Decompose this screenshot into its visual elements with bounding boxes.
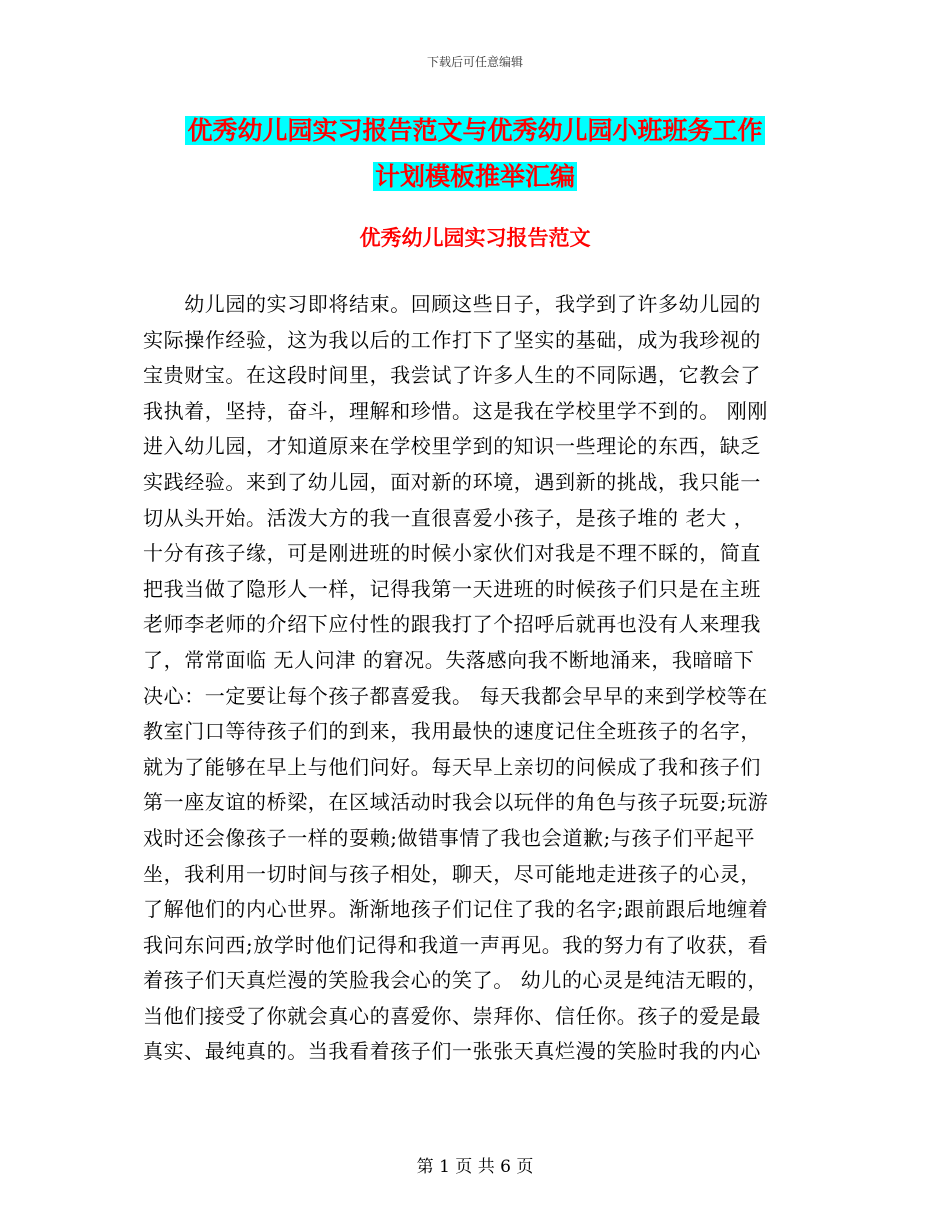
body-line: 老师李老师的介绍下应付性的跟我打了个招呼后就再也没有人来理我 bbox=[143, 612, 761, 637]
body-line: 教室门口等待孩子们的到来，我用最快的速度记住全班孩子的名字， bbox=[143, 719, 761, 744]
body-line: 宝贵财宝。在这段时间里，我尝试了许多人生的不同际遇，它教会了 bbox=[143, 363, 761, 388]
section-heading: 优秀幼儿园实习报告范文 bbox=[359, 225, 591, 250]
body-line: 了，常常面临 无人问津 的窘况。失落感向我不断地涌来，我暗暗下 bbox=[143, 647, 755, 672]
body-line: 坐，我利用一切时间与孩子相处，聊天，尽可能地走进孩子的心灵， bbox=[143, 861, 761, 886]
body-line: 戏时还会像孩子一样的耍赖;做错事情了我也会道歉;与孩子们平起平 bbox=[143, 825, 756, 850]
body-line: 了解他们的内心世界。渐渐地孩子们记住了我的名字;跟前跟后地缠着 bbox=[143, 897, 769, 922]
body-line: 我问东问西;放学时他们记得和我道一声再见。我的努力有了收获，看 bbox=[143, 932, 769, 957]
body-line: 第一座友谊的桥梁，在区域活动时我会以玩伴的角色与孩子玩耍;玩游 bbox=[143, 790, 769, 815]
body-line: 把我当做了隐形人一样，记得我第一天进班的时候孩子们只是在主班 bbox=[143, 576, 761, 601]
page-footer: 第 1 页 共 6 页 bbox=[416, 1157, 534, 1177]
body-line: 切从头开始。活泼大方的我一直很喜爱小孩子，是孩子堆的 老大 ， bbox=[143, 505, 755, 530]
title-line-2: 计划模板推举汇编 bbox=[374, 162, 575, 191]
body-line: 幼儿园的实习即将结束。回顾这些日子，我学到了许多幼儿园的 bbox=[143, 292, 761, 316]
title-line-1: 优秀幼儿园实习报告范文与优秀幼儿园小班班务工作 bbox=[187, 116, 763, 145]
body-line: 我执着，坚持，奋斗，理解和珍惜。这是我在学校里学不到的。 刚刚 bbox=[143, 398, 768, 423]
body-line: 着孩子们天真烂漫的笑脸我会心的笑了。 幼儿的心灵是纯洁无暇的， bbox=[143, 968, 768, 993]
body-text bbox=[143, 287, 805, 1070]
body-line: 就为了能够在早上与他们问好。每天早上亲切的问候成了我和孩子们 bbox=[143, 754, 761, 779]
body-line: 当他们接受了你就会真心的喜爱你、崇拜你、信任你。孩子的爱是最 bbox=[143, 1003, 761, 1028]
body-line: 真实、最纯真的。当我看着孩子们一张张天真烂漫的笑脸时我的内心 bbox=[143, 1039, 761, 1064]
document-title bbox=[0, 108, 950, 200]
header-note: 下载后可任意编辑 bbox=[426, 55, 523, 69]
body-line: 进入幼儿园，才知道原来在学校里学到的知识一些理论的东西，缺乏 bbox=[143, 434, 761, 459]
body-line: 实际操作经验，这为我以后的工作打下了坚实的基础，成为我珍视的 bbox=[143, 327, 761, 352]
body-line: 十分有孩子缘，可是刚进班的时候小家伙们对我是不理不睬的，简直 bbox=[143, 541, 761, 566]
body-line: 实践经验。来到了幼儿园，面对新的环境，遇到新的挑战，我只能一 bbox=[143, 469, 761, 494]
body-line: 决心：一定要让每个孩子都喜爱我。 每天我都会早早的来到学校等在 bbox=[143, 683, 768, 708]
